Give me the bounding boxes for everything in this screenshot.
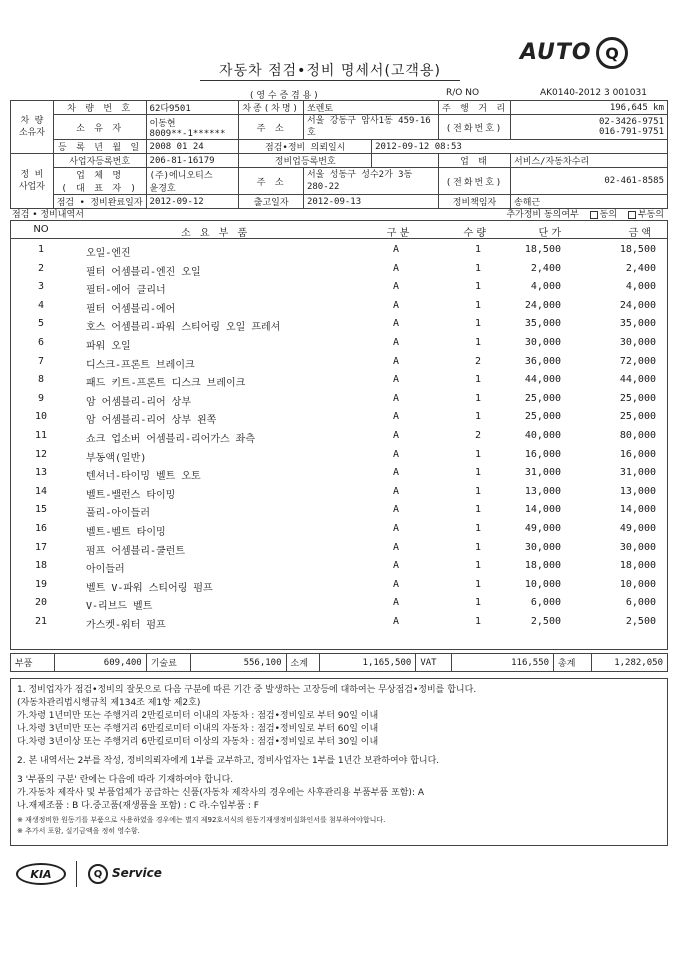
row-part-name: 가스켓-워터 펌프 — [86, 620, 166, 631]
car-value: 쏘렌토 — [303, 101, 438, 115]
vehicle-shop-info-table — [10, 100, 668, 209]
vat: 116,550 — [452, 654, 554, 672]
row-amount: 25,000 — [619, 411, 656, 423]
row-qty: 1 — [474, 244, 481, 255]
note-line: 다.차령 3년이상 또는 주행거리 6만킬로미터 이상의 자동차 : 점검•정비일로 부터 30일 이내 — [17, 737, 379, 747]
plate-label: 차 량 번 호 — [53, 101, 146, 115]
row-no: 19 — [34, 578, 48, 590]
row-part-name: 벨트 V-파워 스티어링 펌프 — [86, 582, 213, 594]
manager-label: 정비책임자 — [439, 195, 511, 209]
license-value — [372, 154, 439, 168]
col-no: NO — [33, 224, 49, 235]
table-row — [11, 501, 667, 519]
note-line: 나.재제조품 : B 다.중고품(재생품을 포함) : C 라.수입부품 : F — [17, 801, 259, 811]
row-amount: 72,000 — [619, 355, 656, 367]
table-row — [11, 427, 667, 445]
row-unit-price: 24,000 — [524, 299, 561, 311]
labor-total: 556,100 — [190, 654, 286, 672]
row-amount: 2,400 — [625, 262, 656, 274]
row-class: A — [392, 485, 400, 497]
col-amount: 금 액 — [628, 228, 651, 239]
row-part-name: V-리브드 벨트 — [86, 601, 153, 613]
row-no: 9 — [37, 392, 45, 404]
ro-label: R/O NO — [446, 88, 480, 98]
owner-name: 이동현 — [149, 118, 176, 129]
car-label: 차종(차명) — [239, 101, 304, 115]
row-no: 2 — [37, 262, 45, 274]
owner-value — [146, 115, 239, 140]
request-date-label: 점검•정비 의뢰일시 — [239, 140, 372, 154]
row-part-name: 필터 어셈블리-에어 — [86, 303, 176, 315]
row-unit-price: 40,000 — [524, 430, 561, 441]
row-unit-price: 44,000 — [524, 374, 561, 386]
row-part-name: 필터-에어 클리너 — [86, 285, 166, 297]
extra-consent — [506, 207, 664, 220]
owner-id: 8009**-1****** — [149, 128, 226, 139]
service-q-icon: Q — [88, 864, 108, 884]
table-row — [11, 464, 667, 482]
row-part-name: 벨트-밸런스 타이밍 — [86, 489, 176, 501]
row-class: A — [392, 597, 400, 609]
row-unit-price: 10,000 — [524, 578, 561, 590]
table-row — [11, 483, 667, 501]
row-unit-price: 25,000 — [524, 411, 561, 423]
table-row — [11, 520, 667, 538]
row-class: A — [392, 299, 400, 311]
notes-section — [10, 678, 668, 846]
row-qty: 2 — [474, 355, 481, 367]
table-row — [11, 334, 667, 352]
biz-type-label: 업 태 — [439, 154, 511, 168]
row-unit-price: 31,000 — [524, 467, 561, 479]
row-amount: 14,000 — [619, 504, 656, 516]
check-row — [10, 206, 668, 220]
row-qty: 1 — [474, 504, 481, 516]
row-amount: 13,000 — [619, 485, 656, 497]
company-name-label: 업 체 명 — [76, 171, 124, 181]
disagree-checkbox[interactable] — [628, 211, 636, 219]
row-amount: 18,500 — [619, 244, 656, 255]
row-no: 6 — [37, 337, 45, 348]
agree-label: 동의 — [599, 210, 618, 220]
row-qty: 1 — [474, 318, 481, 330]
note-line: 나.차령 3년미만 또는 주행거리 6만킬로미터 이내의 자동차 : 점검•정비일로 부터 60일 이내 — [17, 724, 379, 734]
table-row — [11, 315, 667, 333]
row-class: A — [392, 337, 400, 348]
row-qty: 1 — [474, 411, 481, 423]
row-amount: 24,000 — [619, 299, 656, 311]
row-no: 18 — [34, 560, 48, 572]
company-value — [146, 168, 239, 195]
row-amount: 31,000 — [619, 467, 656, 479]
row-no: 12 — [34, 448, 48, 460]
biz-type-value: 서비스/자동차수리 — [511, 154, 668, 168]
row-class: A — [392, 448, 400, 460]
row-no: 1 — [37, 244, 45, 255]
grand-total: 1,282,050 — [592, 654, 668, 672]
col-name: 소 요 부 품 — [181, 228, 251, 239]
company-label — [53, 168, 146, 195]
note-line: 가.자동차 제작사 및 부품업체가 공급하는 신품(자동차 제작사의 경우에는 사후관리용 부품부품 포함): A — [17, 788, 424, 798]
reg-date-label: 등 록 년 월 일 — [53, 140, 146, 154]
row-no: 3 — [37, 281, 45, 293]
row-class: A — [392, 244, 400, 255]
row-no: 14 — [34, 485, 48, 497]
table-row — [11, 594, 667, 612]
bizno-value: 206-81-16179 — [146, 154, 239, 168]
company-name: (주)에니오티스 — [149, 171, 213, 181]
owner-phone-mobile: 016-791-9751 — [598, 127, 664, 137]
parts-table — [10, 220, 668, 650]
row-qty: 1 — [474, 448, 481, 460]
row-qty: 1 — [474, 337, 481, 348]
row-amount: 25,000 — [619, 392, 656, 404]
plate-value: 62다9501 — [146, 101, 239, 115]
table-row — [11, 241, 667, 259]
vehicle-owner-group-label: 차 량 소유자 — [11, 101, 54, 154]
owner-phone-home: 02-3426-9751 — [598, 117, 664, 127]
mileage-label: 주 행 거 리 — [439, 101, 511, 115]
q-mark-icon: Q — [596, 37, 628, 69]
row-part-name: 파워 오일 — [86, 341, 131, 352]
row-class: A — [392, 355, 400, 367]
owner-phone-label: (전화번호) — [439, 115, 511, 140]
check-title: 점검 • 정비내역서 — [12, 210, 84, 220]
row-part-name: 펌프 어셈블리-쿨런트 — [86, 545, 185, 557]
row-qty: 1 — [474, 374, 481, 386]
owner-phone — [511, 115, 668, 140]
row-no: 16 — [34, 523, 48, 534]
owner-address: 서울 강동구 암사1동 459-16호 — [303, 115, 438, 140]
request-date-value: 2012-09-12 08:53 — [372, 140, 668, 154]
row-unit-price: 6,000 — [530, 597, 561, 609]
row-class: A — [392, 281, 400, 293]
bizno-label: 사업자등록번호 — [53, 154, 146, 168]
row-qty: 1 — [474, 560, 481, 572]
row-unit-price: 18,500 — [524, 244, 561, 255]
row-qty: 1 — [474, 597, 481, 609]
row-amount: 6,000 — [625, 597, 656, 609]
row-qty: 2 — [474, 430, 481, 441]
owner-label: 소 유 자 — [53, 115, 146, 140]
row-part-name: 텐셔너-타이밍 벨트 오토 — [86, 471, 201, 483]
row-class: A — [392, 560, 400, 572]
row-amount: 35,000 — [619, 318, 656, 330]
row-part-name: 오일-엔진 — [86, 248, 131, 259]
table-row — [11, 260, 667, 278]
note-small: ※ 추가서 포함, 실기금액을 정히 영수함. — [17, 827, 140, 835]
ro-number: AK0140-2012 3 001031 — [540, 88, 647, 98]
row-class: A — [392, 262, 400, 274]
row-amount: 80,000 — [619, 430, 656, 441]
row-class: A — [392, 318, 400, 330]
row-unit-price: 4,000 — [530, 281, 561, 293]
row-unit-price: 35,000 — [524, 318, 561, 330]
parts-table-header — [11, 221, 667, 239]
mileage-value: 196,645 km — [511, 101, 668, 115]
done-date-value: 2012-09-12 — [146, 195, 239, 209]
row-qty: 1 — [474, 523, 481, 534]
col-qty: 수 량 — [463, 228, 486, 239]
row-unit-price: 2,500 — [530, 616, 561, 627]
row-no: 13 — [34, 467, 48, 479]
row-qty: 1 — [474, 299, 481, 311]
row-amount: 49,000 — [619, 523, 656, 534]
row-part-name: 쇼크 업소버 어셈블리-리어가스 좌측 — [86, 434, 255, 445]
shop-group-label: 정 비 사업자 — [11, 154, 54, 209]
row-amount: 30,000 — [619, 541, 656, 553]
row-qty: 1 — [474, 262, 481, 274]
ceo-name: 윤경호 — [149, 184, 176, 194]
row-class: A — [392, 411, 400, 423]
row-part-name: 풀리-아이들러 — [86, 508, 150, 520]
row-qty: 1 — [474, 281, 481, 293]
subtotal-label: 소계 — [286, 654, 320, 672]
row-qty: 1 — [474, 467, 481, 479]
parts-total-label: 부품 — [11, 654, 55, 672]
row-unit-price: 18,000 — [524, 560, 561, 572]
row-no: 4 — [37, 299, 45, 311]
row-amount: 2,500 — [625, 616, 656, 627]
done-date-label: 점검 • 정비완료일자 — [53, 195, 146, 209]
row-qty: 1 — [474, 616, 481, 627]
row-unit-price: 14,000 — [524, 504, 561, 516]
row-part-name: 벨트-벨트 타이밍 — [86, 527, 166, 538]
row-no: 10 — [34, 411, 48, 423]
auto-q-logo: AUTO — [520, 40, 592, 65]
vat-label: VAT — [416, 654, 452, 672]
agree-checkbox[interactable] — [590, 211, 598, 219]
row-no: 7 — [37, 355, 45, 367]
row-class: A — [392, 392, 400, 404]
row-no: 5 — [37, 318, 45, 330]
row-part-name: 호스 어셈블리-파워 스티어링 오일 프레셔 — [86, 322, 281, 334]
table-row — [11, 539, 667, 557]
receipt-label: ( 영 수 증 겸 용 ) — [250, 91, 318, 101]
row-qty: 1 — [474, 485, 481, 497]
labor-label: 기술료 — [146, 654, 190, 672]
kia-logo: KIA — [16, 863, 66, 885]
row-no: 11 — [34, 430, 48, 441]
note-line: 2. 본 내역서는 2부를 작성, 정비의뢰자에게 1부를 교부하고, 정비사업자는 1부를 1년간 보관하여야 합니다. — [17, 756, 440, 766]
table-row — [11, 446, 667, 464]
shop-address-label: 주 소 — [239, 168, 304, 195]
note-line: 가.차령 1년미만 또는 주행거리 2만킬로미터 이내의 자동차 : 점검•정비일로 부터 90일 이내 — [17, 711, 379, 721]
row-unit-price: 30,000 — [524, 541, 561, 553]
manager-value: 송해근 — [511, 195, 668, 209]
row-class: A — [392, 430, 400, 441]
table-row — [11, 390, 667, 408]
row-class: A — [392, 578, 400, 590]
ceo-label: ( 대 표 자 ) — [61, 184, 138, 194]
row-qty: 1 — [474, 392, 481, 404]
row-class: A — [392, 504, 400, 516]
subtotal: 1,165,500 — [320, 654, 416, 672]
note-line: (자동차관리법시행규칙 제134조 제1항 제2호) — [17, 698, 201, 708]
table-row — [11, 278, 667, 296]
table-row — [11, 297, 667, 315]
out-date-label: 출고일자 — [239, 195, 304, 209]
note-line: 1. 정비업자가 점검•정비의 잘못으로 다음 구분에 따른 기간 중 발생하는 고장등에 대하여는 무상점검•정비를 합니다. — [17, 685, 477, 695]
row-qty: 1 — [474, 578, 481, 590]
totals-table — [10, 653, 668, 672]
table-row — [11, 557, 667, 575]
row-unit-price: 49,000 — [524, 523, 561, 534]
row-part-name: 암 어셈블리-리어 상부 — [86, 396, 192, 408]
row-part-name: 필터 어셈블리-엔진 오일 — [86, 266, 201, 278]
col-class: 구 분 — [386, 228, 410, 239]
row-amount: 10,000 — [619, 578, 656, 590]
row-unit-price: 36,000 — [524, 355, 561, 367]
table-row — [11, 576, 667, 594]
row-amount: 16,000 — [619, 448, 656, 460]
footer-divider — [76, 861, 77, 887]
row-amount: 18,000 — [619, 560, 656, 572]
shop-phone: 02-461-8585 — [511, 168, 668, 195]
row-unit-price: 2,400 — [530, 262, 561, 274]
disagree-label: 부동의 — [637, 210, 664, 220]
row-part-name: 암 어셈블리-리어 상부 왼쪽 — [86, 415, 217, 427]
row-unit-price: 30,000 — [524, 337, 561, 348]
row-qty: 1 — [474, 541, 481, 553]
row-part-name: 부동액(일반) — [86, 452, 147, 464]
row-part-name: 아이들러 — [86, 564, 125, 576]
row-class: A — [392, 467, 400, 479]
row-amount: 44,000 — [619, 374, 656, 386]
out-date-value: 2012-09-13 — [303, 195, 438, 209]
row-class: A — [392, 374, 400, 386]
row-part-name: 패드 키트-프론트 디스크 브레이크 — [86, 378, 246, 390]
col-unit-price: 단 가 — [538, 228, 561, 239]
reg-date-value: 2008 01 24 — [146, 140, 239, 154]
title-divider — [200, 80, 460, 81]
row-unit-price: 16,000 — [524, 448, 561, 460]
note-small: ※ 재생정비한 원동기를 부품으로 사용하였을 경우에는 별지 제92호서식의 원동기재생정비실화인서를 첨부하여야합니다. — [17, 816, 386, 824]
grand-total-label: 총계 — [554, 654, 592, 672]
row-class: A — [392, 541, 400, 553]
table-row — [11, 371, 667, 389]
row-no: 8 — [37, 374, 45, 386]
row-unit-price: 13,000 — [524, 485, 561, 497]
license-label: 정비업등록번호 — [239, 154, 372, 168]
owner-address-label: 주 소 — [239, 115, 304, 140]
row-class: A — [392, 616, 400, 627]
parts-total: 609,400 — [54, 654, 146, 672]
row-part-name: 디스크-프론트 브레이크 — [86, 359, 195, 371]
row-no: 21 — [34, 616, 48, 627]
row-amount: 30,000 — [619, 337, 656, 348]
row-unit-price: 25,000 — [524, 392, 561, 404]
row-no: 15 — [34, 504, 48, 516]
row-no: 20 — [34, 597, 48, 609]
row-no: 17 — [34, 541, 48, 553]
extra-consent-label: 추가정비 동의여부 — [506, 210, 579, 220]
shop-address: 서울 성동구 성수2가 3동 280-22 — [303, 168, 438, 195]
table-row — [11, 408, 667, 426]
table-row — [11, 613, 667, 631]
note-line: 3 '부품의 구분' 란에는 다음에 따라 기재하여야 합니다. — [17, 775, 234, 785]
row-class: A — [392, 523, 400, 534]
row-amount: 4,000 — [625, 281, 656, 293]
service-logo-text: Service — [112, 866, 162, 880]
table-row — [11, 353, 667, 371]
shop-phone-label: (전화번호) — [439, 168, 511, 195]
document-title: 자동차 점검•정비 명세서(고객용) — [219, 63, 441, 79]
